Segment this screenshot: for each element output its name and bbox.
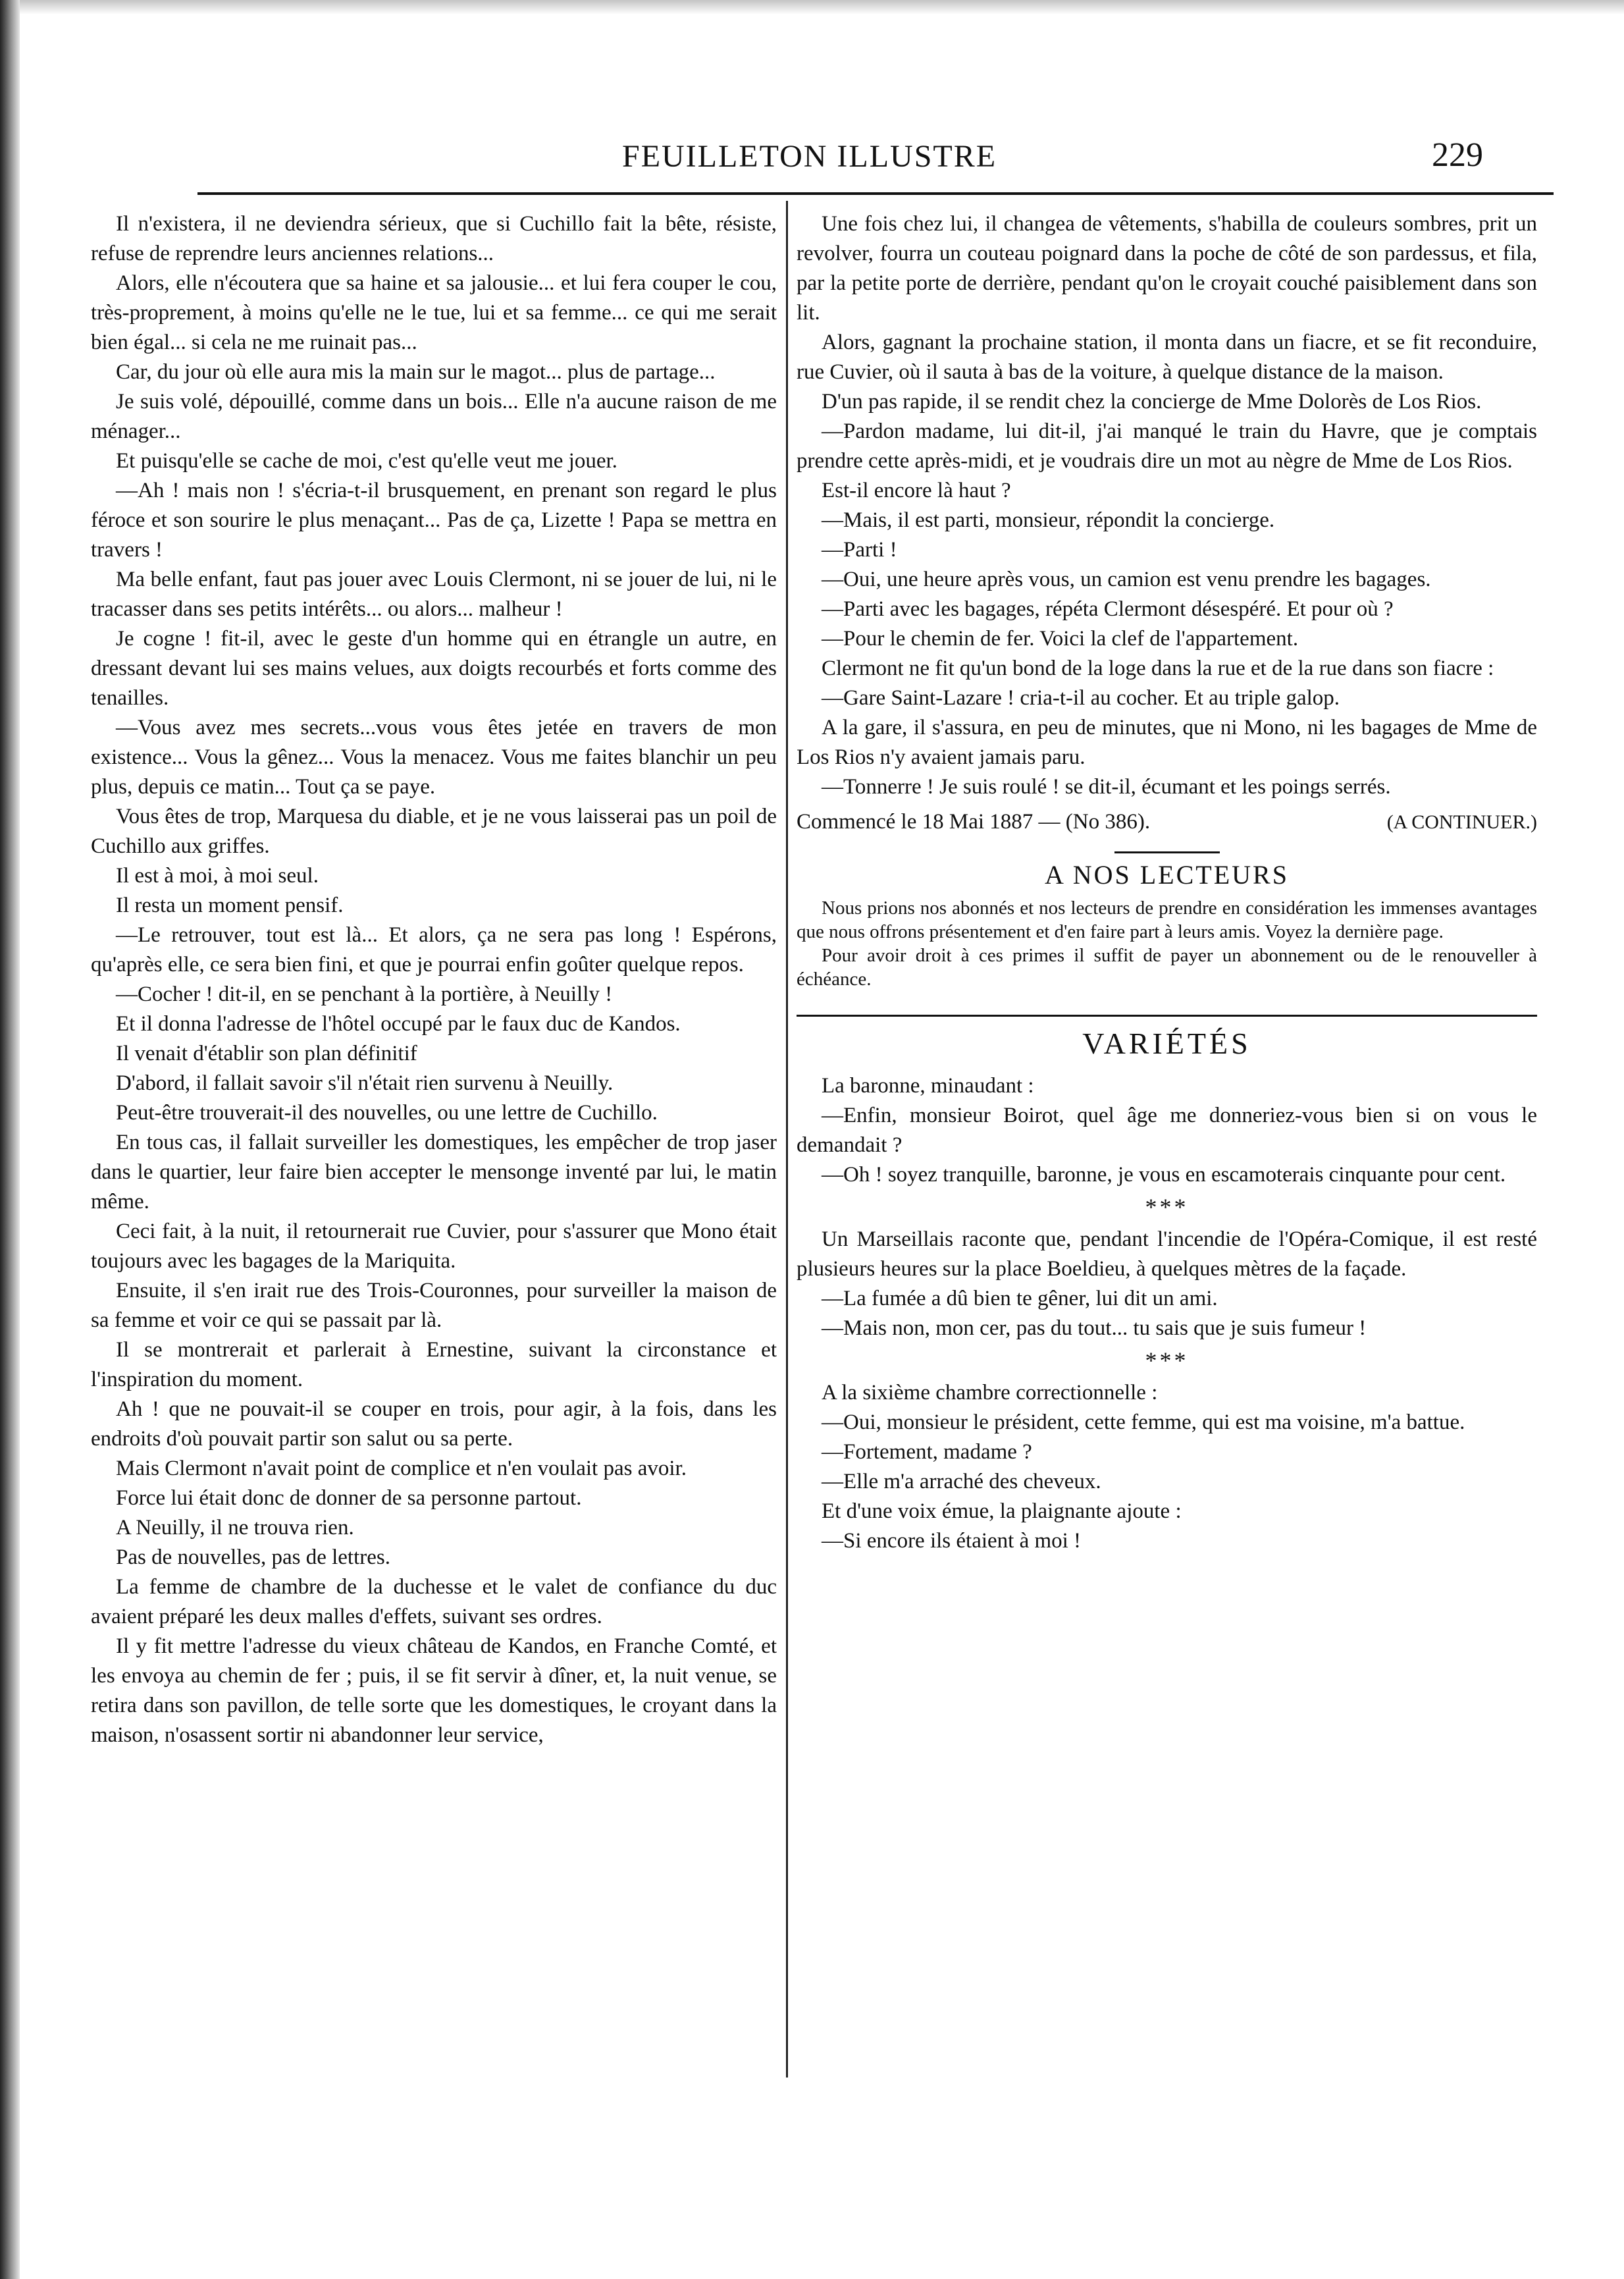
paragraph: —Oui, monsieur le président, cette femme, qui est ma voisine, m'a battue.: [822, 1410, 1465, 1434]
paragraph: Ensuite, il s'en irait rue des Trois-Couronnes, pour surveiller la maison de sa femme et voir ce qui se passait par là.: [91, 1279, 777, 1332]
section-rule: [797, 1015, 1537, 1017]
paragraph: Et d'une voix émue, la plaignante ajoute :: [822, 1499, 1182, 1523]
paragraph: A Neuilly, il ne trouva rien.: [116, 1516, 354, 1540]
readers-notice: Nous prions nos abonnés et nos lecteurs de prendre en considération les immenses avantages que nous offrons présentement et d'en faire part à leurs amis. Voyez la dernière page.: [797, 898, 1537, 942]
paragraph: Il venait d'établir son plan définitif: [116, 1042, 417, 1065]
top-page-edge: [20, 0, 1624, 14]
running-header: [0, 132, 1624, 184]
paragraph: —Fortement, madame ?: [822, 1440, 1032, 1464]
to-be-continued-note: (A CONTINUER.): [1386, 811, 1537, 833]
paragraph: Un Marseillais raconte que, pendant l'incendie de l'Opéra-Comique, il est resté plusieurs heures sur la place Boeldieu, à quelques mètres de la façade.: [797, 1227, 1537, 1281]
paragraph: D'abord, il fallait savoir s'il n'était rien survenu à Neuilly.: [116, 1071, 614, 1095]
right-column: [797, 209, 1537, 1556]
paragraph: A la sixième chambre correctionnelle :: [822, 1381, 1158, 1405]
paragraph: —Pardon madame, lui dit-il, j'ai manqué le train du Havre, que je comptais prendre cette après-midi, et je voudrais dire un mot au nègre de Mme de Los Rios.: [797, 419, 1537, 473]
paragraph: Ceci fait, à la nuit, il retournerait rue Cuvier, pour s'assurer que Mono était toujours avec les bagages de la Mariquita.: [91, 1220, 777, 1273]
paragraph: —Mais non, mon cer, pas du tout... tu sais que je suis fumeur !: [822, 1316, 1367, 1340]
paragraph: —Gare Saint-Lazare ! cria-t-il au cocher. Et au triple galop.: [822, 686, 1340, 710]
paragraph: La baronne, minaudant :: [822, 1074, 1034, 1098]
section-rule: [1114, 851, 1220, 853]
paragraph: Il n'existera, il ne deviendra sérieux, que si Cuchillo fait la bête, résiste, refuse de reprendre leurs anciennes relations...: [91, 212, 777, 265]
paragraph: Il y fit mettre l'adresse du vieux château de Kandos, en Franche Comté, et les envoya au chemin de fer ; puis, il se fit servir à dîner, et, la nuit venue, se retira dans son pavillon, de telle sorte que les domestiques, le croyant dans la maison, n'osassent sortir ni abandonner leur service,: [91, 1634, 777, 1747]
paragraph: —Si encore ils étaient à moi !: [822, 1529, 1082, 1553]
journal-title: FEUILLETON ILLUSTRE: [622, 139, 997, 174]
paragraph: Alors, elle n'écoutera que sa haine et sa jalousie... et lui fera couper le cou, très-proprement, à moins qu'elle ne le tue, lui et sa femme... ce qui me serait bien égal... si cela ne me ruinait pas...: [91, 271, 777, 354]
paragraph: —Parti avec les bagages, répéta Clermont désespéré. Et pour où ?: [822, 597, 1394, 621]
paragraph: Il se montrerait et parlerait à Ernestine, suivant la circonstance et l'inspiration du moment.: [91, 1338, 777, 1391]
paragraph: —Pour le chemin de fer. Voici la clef de l'appartement.: [822, 627, 1299, 651]
paragraph: Mais Clermont n'avait point de complice et n'en voulait pas avoir.: [116, 1457, 687, 1480]
paragraph: En tous cas, il fallait surveiller les domestiques, les empêcher de trop jaser dans le quartier, leur faire bien accepter le mensonge inventé par lui, le matin même.: [91, 1131, 777, 1214]
paragraph: Il est à moi, à moi seul.: [116, 864, 319, 888]
paragraph: Car, du jour où elle aura mis la main sur le magot... plus de partage...: [116, 360, 716, 384]
varietes-heading: VARIÉTÉS: [1082, 1027, 1251, 1060]
paragraph: —Tonnerre ! Je suis roulé ! se dit-il, écumant et les poings serrés.: [822, 775, 1391, 799]
paragraph: —Oui, une heure après vous, un camion est venu prendre les bagages.: [822, 568, 1431, 591]
paragraph: —Mais, il est parti, monsieur, répondit la concierge.: [822, 508, 1275, 532]
start-date-note: Commencé le 18 Mai 1887 — (No 386).: [797, 810, 1151, 834]
asterism-separator: ***: [1145, 1194, 1189, 1220]
header-rule: [197, 192, 1554, 195]
paragraph: Pas de nouvelles, pas de lettres.: [116, 1545, 390, 1569]
continuation-block: [797, 807, 1537, 837]
paragraph: Ah ! que ne pouvait-il se couper en trois, pour agir, à la fois, dans les endroits d'où pouvait partir son salut ou sa perte.: [91, 1397, 777, 1451]
paragraph: —Oh ! soyez tranquille, baronne, je vous en escamoterais cinquante pour cent.: [822, 1163, 1506, 1187]
paragraph: Et il donna l'adresse de l'hôtel occupé par le faux duc de Kandos.: [116, 1012, 681, 1036]
paragraph: —Ah ! mais non ! s'écria-t-il brusquement, en prenant son regard le plus féroce et son sourire le plus menaçant... Pas de ça, Lizette ! Papa se mettra en travers !: [91, 479, 777, 562]
paragraph: Clermont ne fit qu'un bond de la loge dans la rue et de la rue dans son fiacre :: [822, 657, 1494, 680]
paragraph: —La fumée a dû bien te gêner, lui dit un ami.: [822, 1287, 1218, 1310]
page-number: 229: [1432, 136, 1483, 174]
paragraph: Peut-être trouverait-il des nouvelles, ou une lettre de Cuchillo.: [116, 1101, 658, 1125]
paragraph: —Le retrouver, tout est là... Et alors, ça ne sera pas long ! Espérons, qu'après elle, ce sera bien fini, et que je pourrai enfin goûter quelque repos.: [91, 923, 777, 977]
paragraph: —Cocher ! dit-il, en se penchant à la portière, à Neuilly !: [116, 982, 613, 1006]
paragraph: Il resta un moment pensif.: [116, 894, 344, 917]
readers-notice: Pour avoir droit à ces primes il suffit de payer un abonnement ou de le renouveller à échéance.: [797, 945, 1537, 990]
asterism-separator: ***: [1145, 1347, 1189, 1374]
paragraph: —Parti !: [822, 538, 897, 562]
left-column: [91, 209, 777, 1750]
paragraph: Et puisqu'elle se cache de moi, c'est qu'elle veut me jouer.: [116, 449, 617, 473]
paragraph: Je suis volé, dépouillé, comme dans un bois... Elle n'a aucune raison de me ménager...: [91, 390, 777, 443]
paragraph: Ma belle enfant, faut pas jouer avec Louis Clermont, ni se jouer de lui, ni le tracasser dans ses petits intérêts... ou alors... malheur !: [91, 568, 777, 621]
readers-heading: A NOS LECTEURS: [1045, 860, 1289, 890]
binding-edge: [0, 0, 20, 2279]
paragraph: La femme de chambre de la duchesse et le valet de confiance du duc avaient préparé les deux malles d'effets, suivant ses ordres.: [91, 1575, 777, 1628]
paragraph: Force lui était donc de donner de sa personne partout.: [116, 1486, 582, 1510]
column-divider: [786, 201, 788, 2078]
paragraph: Alors, gagnant la prochaine station, il monta dans un fiacre, et se fit reconduire, rue Cuvier, où il sauta à bas de la voiture, à quelque distance de la maison.: [797, 331, 1537, 384]
paragraph: —Elle m'a arraché des cheveux.: [822, 1470, 1101, 1493]
paragraph: —Vous avez mes secrets...vous vous êtes jetée en travers de mon existence... Vous la gênez... Vous la menacez. Vous me faites blanchir un peu plus, depuis ce matin... Tout ça se paye.: [91, 716, 777, 799]
paragraph: Vous êtes de trop, Marquesa du diable, et je ne vous laisserai pas un poil de Cuchillo aux griffes.: [91, 805, 777, 858]
paragraph: D'un pas rapide, il se rendit chez la concierge de Mme Dolorès de Los Rios.: [822, 390, 1482, 414]
paragraph: A la gare, il s'assura, en peu de minutes, que ni Mono, ni les bagages de Mme de Los Rios n'y avaient jamais paru.: [797, 716, 1537, 769]
paragraph: Je cogne ! fit-il, avec le geste d'un homme qui en étrangle un autre, en dressant devant lui ses mains velues, aux doigts recourbés et forts comme des tenailles.: [91, 627, 777, 710]
paragraph: —Enfin, monsieur Boirot, quel âge me donneriez-vous bien si on vous le demandait ?: [797, 1104, 1537, 1157]
paragraph: Une fois chez lui, il changea de vêtements, s'habilla de couleurs sombres, prit un revolver, fourra un couteau poignard dans la poche de côté de son pardessus, et fila, par la petite porte de derrière, pendant qu'on le croyait couché paisiblement dans son lit.: [797, 212, 1537, 325]
paragraph: Est-il encore là haut ?: [822, 479, 1011, 502]
